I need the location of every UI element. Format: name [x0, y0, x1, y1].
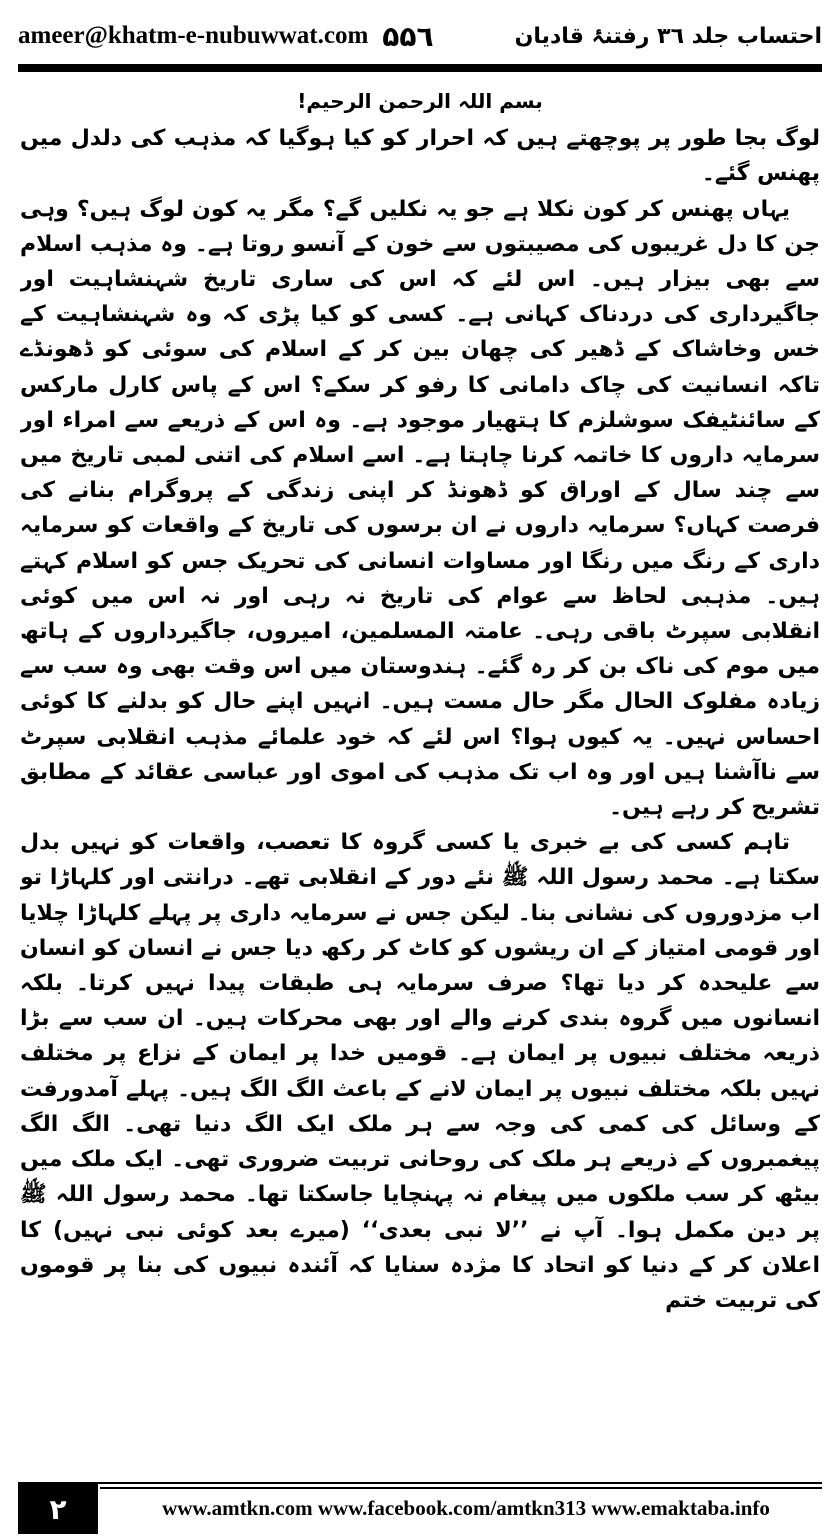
- paragraph-1: لوگ بجا طور پر پوچھتے ہیں کہ احرار کو کیا ہوگیا کہ مذہب کی دلدل میں پھنس گئے۔: [20, 126, 820, 187]
- paragraph-3: تاہم کسی کی بے خبری یا کسی گروہ کا تعصب، واقعات کو نہیں بدل سکتا ہے۔ محمد رسول اللہ ﷺ نئے دور کے انقلابی تھے۔ درانتی اور کلہاڑا تو اب مزدوروں کی نشانی بنا۔ لیکن جس نے سرمایہ داری پر پہلے کلہاڑا چلایا اور قومی امتیاز کے ان ریشوں کو کاٹ کر رکھ دیا جس نے انسان کو انسان سے علیحدہ کر دیا تھا؟ صرف سرمایہ ہی طبقات پیدا نہیں کرتا۔ بلکہ انسانوں میں گروہ بندی کرنے والے اور بھی محرکات ہیں۔ ان سب سے بڑا ذریعہ مختلف نبیوں پر ایمان ہے۔ قومیں خدا پر ایمان کے نزاع پر مختلف نہیں بلکہ مختلف نبیوں پر ایمان لانے کے باعث الگ الگ ہیں۔ پہلے آمدورفت کے وسائل کی کمی کی وجہ سے ہر ملک ایک الگ دنیا تھی۔ الگ الگ پیغمبروں کے ذریعے ہر ملک کی روحانی تربیت ضروری تھی۔ ایک ملک میں بیٹھ کر سب ملکوں میں پیغام نہ پہنچایا جاسکتا تھا۔ محمد رسول اللہ ﷺ پر دین مکمل ہوا۔ آپ نے ’’لا نبی بعدی‘‘ (میرے بعد کوئی نبی نہیں) کا اعلان کر کے دنیا کو اتحاد کا مژدہ سنایا کہ آئندہ نبیوں کی بنا پر قوموں کی تربیت ختم: [20, 830, 820, 1313]
- footer-rule-secondary: [100, 1487, 822, 1489]
- footer-rule: [18, 1482, 822, 1484]
- footer-page-box: ۲: [18, 1484, 98, 1534]
- header-title: احتساب جلد ٣٦ رفتنۂ قادیان: [514, 23, 822, 49]
- paragraph-2: یہاں پھنس کر کون نکلا ہے جو یہ نکلیں گے؟ مگر یہ کون لوگ ہیں؟ وہی جن کا دل غریبوں کی مصیبتوں سے خون کے آنسو روتا ہے۔ وہ مذہب اسلام سے بھی بیزار ہیں۔ اس لئے کہ اس کی ساری تاریخ شہنشاہیت اور جاگیرداری کی دردناک کہانی ہے۔ کسی کو کیا پڑی کہ وہ شہنشاہیت کے خس وخاشاک کے ڈھیر کی چھان بین کر کے اسلام کی سوئی کو ڈھونڈے تاکہ انسانیت کی چاک دامانی کا رفو کر سکے؟ اس کے پاس کارل مارکس کے سائنٹیفک سوشلزم کا ہتھیار موجود ہے۔ وہ اس کے ذریعے سے امراء اور سرمایہ داروں کا خاتمہ کرنا چاہتا ہے۔ اسے اسلام کی اتنی لمبی تاریخ میں سے چند سال کے اوراق کو ڈھونڈ کر اپنی زندگی کے پروگرام بنانے کی فرصت کہاں؟ سرمایہ داروں نے ان برسوں کی تاریخ کے واقعات کو سرمایہ داری کے رنگ میں رنگا اور مساوات انسانی کی تحریک جس کو اسلام کہتے ہیں۔ مذہبی لحاظ سے عوام کی تاریخ نہ رہی اور نہ اس میں کوئی انقلابی سپرٹ باقی رہی۔ عامتہ المسلمین، امیروں، جاگیرداروں کے ہاتھ میں موم کی ناک بن کر رہ گئے۔ ہندوستان میں اس وقت بھی وہ سب سے زیادہ مفلوک الحال مگر حال مست ہیں۔ انہیں اپنے حال کو بدلنے کا کوئی احساس نہیں۔ یہ کیوں ہوا؟ اس لئے کہ خود علمائے مذہب انقلابی سپرٹ سے ناآشنا ہیں اور وہ اب تک مذہب کی اموی اور عباسی عقائد کے مطابق تشریح کر رہے ہیں۔: [20, 196, 820, 821]
- page-header: [18, 14, 822, 58]
- header-email: ameer@khatm-e-nubuwwat.com: [18, 22, 369, 49]
- header-rule: [18, 64, 822, 72]
- footer-urls: www.amtkn.com www.facebook.com/amtkn313 www.emaktaba.info: [162, 1496, 770, 1520]
- header-left: [18, 20, 434, 53]
- header-page-number: ۵۵٦: [382, 19, 434, 53]
- page-body: [20, 84, 820, 1468]
- basmala-heading: بسم اللہ الرحمن الرحیم!: [297, 89, 543, 113]
